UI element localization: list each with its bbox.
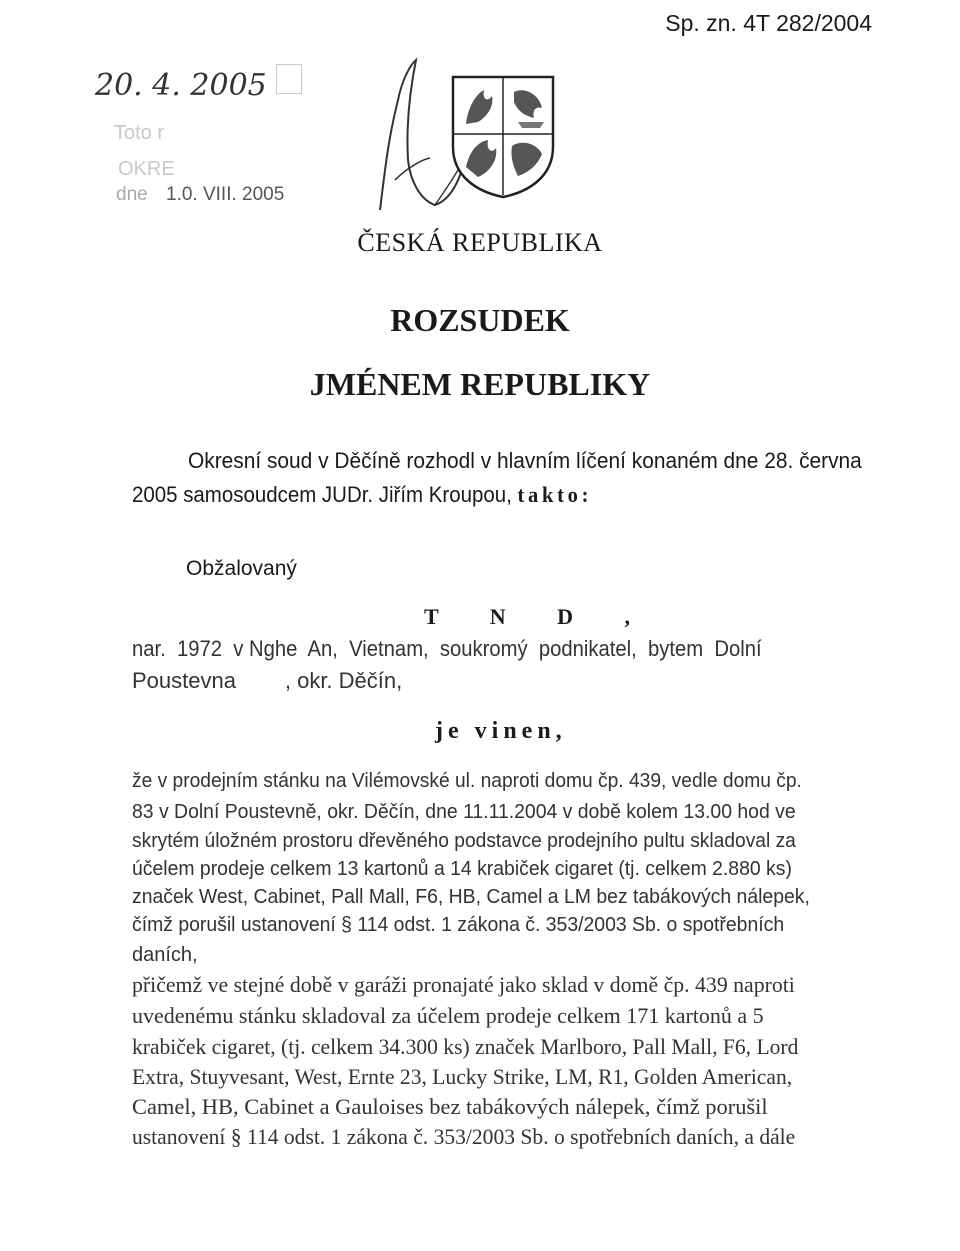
body-line: že v prodejním stánku na Vilémovské ul. naproti domu čp. 439, vedle domu čp. bbox=[132, 770, 802, 792]
body-line: skrytém úložném prostoru dřevěného podstavce prodejního pultu skladoval za bbox=[132, 830, 796, 852]
body-line: Extra, Stuyvesant, West, Ernte 23, Lucky Strike, LM, R1, Golden American, bbox=[132, 1064, 793, 1089]
body-line: účelem prodeje celkem 13 kartonů a 14 krabiček cigaret (tj. celkem 2.880 ks) bbox=[132, 858, 792, 880]
accused-birth-line-2: Poustevna , okr. Děčín, bbox=[132, 668, 403, 693]
intro-line-1: Okresní soud v Děčíně rozhodl v hlavním líčení konaném dne 28. června bbox=[188, 448, 862, 473]
document-subtitle: JMÉNEM REPUBLIKY bbox=[309, 366, 651, 402]
body-line: uvedenému stánku skladoval za účelem prodeje celkem 171 kartonů a 5 bbox=[132, 1003, 764, 1028]
intro-line-2-text: 2005 samosoudcem JUDr. Jiřím Kroupou, bbox=[132, 482, 518, 507]
coat-of-arms-icon bbox=[448, 72, 558, 200]
intro-takto: takto: bbox=[517, 482, 593, 507]
stamp-text-line-2: OKRE bbox=[118, 158, 175, 180]
document-title: ROZSUDEK bbox=[390, 302, 570, 338]
case-number: Sp. zn. 4T 282/2004 bbox=[665, 10, 872, 36]
verdict-heading: je vinen, bbox=[435, 718, 567, 744]
stamp-date-prefix: dne bbox=[116, 184, 148, 205]
stamp-date: 1.0. VIII. 2005 bbox=[166, 184, 285, 205]
body-line: Camel, HB, Cabinet a Gauloises bez tabákových nálepek, čímž porušil bbox=[132, 1094, 768, 1119]
body-line: značek West, Cabinet, Pall Mall, F6, HB, Camel a LM bez tabákových nálepek, bbox=[132, 886, 810, 908]
handwritten-date: 20. 4. 2005 bbox=[95, 68, 267, 103]
body-line: ustanovení § 114 odst. 1 zákona č. 353/2003 Sb. o spotřebních daních, a dále bbox=[132, 1124, 796, 1149]
stamp-text-line-1: Toto r bbox=[114, 122, 165, 144]
body-line: krabiček cigaret, (tj. celkem 34.300 ks) značek Marlboro, Pall Mall, F6, Lord bbox=[132, 1034, 799, 1059]
body-line: čímž porušil ustanovení § 114 odst. 1 zákona č. 353/2003 Sb. o spotřebních bbox=[132, 914, 785, 936]
country-heading: ČESKÁ REPUBLIKA bbox=[357, 228, 603, 257]
accused-name: T N D , bbox=[424, 604, 631, 629]
body-line: přičemž ve stejné době v garáži pronajaté jako sklad v domě čp. 439 naproti bbox=[132, 972, 795, 997]
body-line: 83 v Dolní Poustevně, okr. Děčín, dne 11.11.2004 v době kolem 13.00 hod ve bbox=[132, 801, 796, 823]
intro-line-2 bbox=[132, 482, 592, 508]
accused-label: Obžalovaný bbox=[186, 557, 297, 580]
body-line: daních, bbox=[132, 944, 198, 966]
accused-birth-line-1: nar. 1972 v Nghe An, Vietnam, soukromý podnikatel, bytem Dolní bbox=[132, 636, 762, 661]
